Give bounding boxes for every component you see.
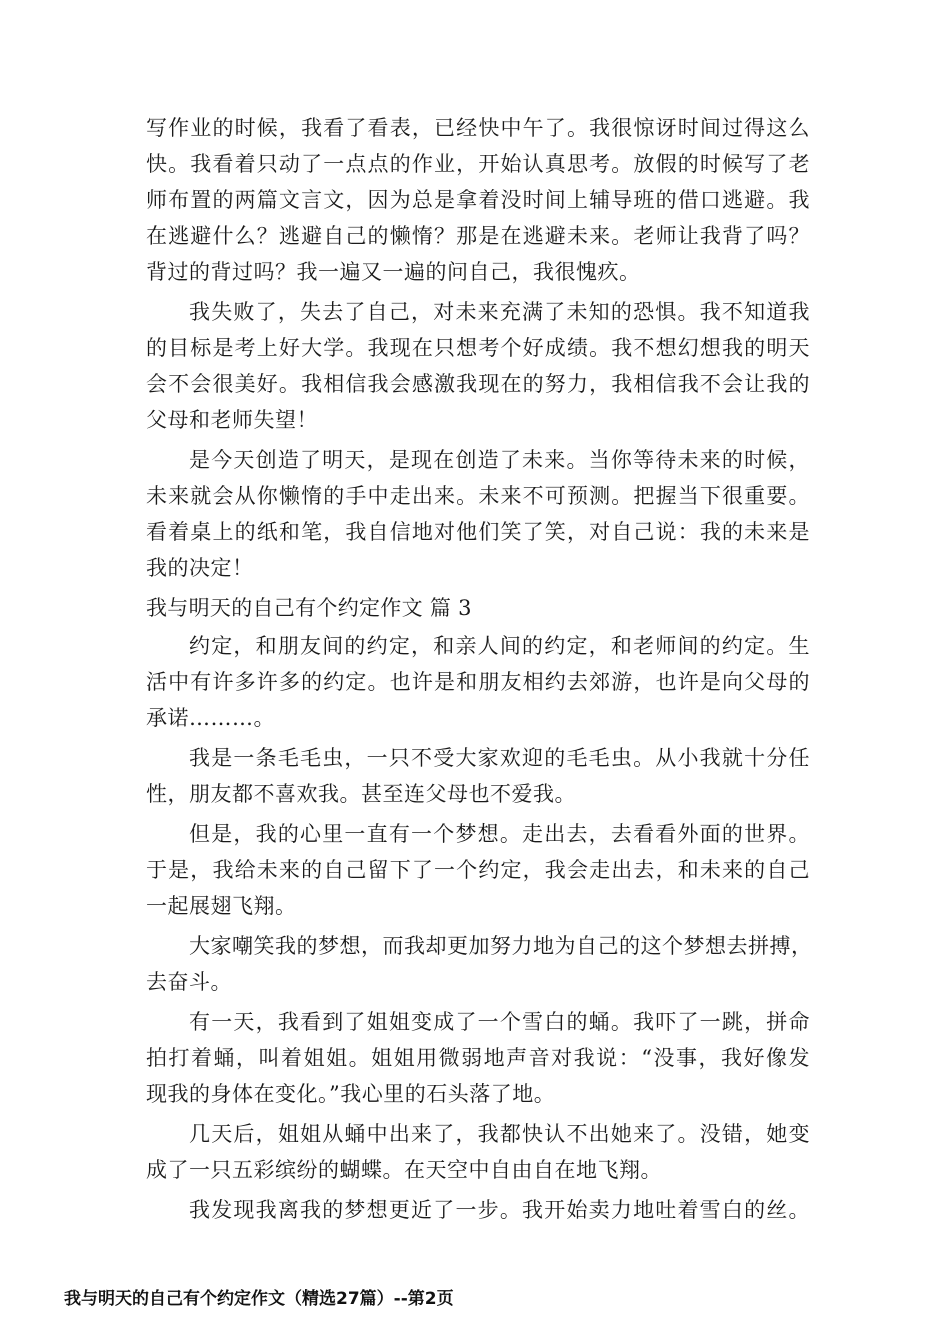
text-line: 成了一只五彩缤纷的蝴蝶。在天空中自由自在地飞翔。 [146, 1158, 662, 1182]
text-line: 但是，我的心里一直有一个梦想。走出去，去看看外面的世界。 [189, 822, 810, 846]
text-line: 背过的背过吗？我一遍又一遍的问自己，我很愧疚。 [146, 260, 641, 284]
text-line: 性，朋友都不喜欢我。甚至连父母也不爱我。 [146, 782, 576, 806]
text-line: 承诺………。 [146, 706, 275, 730]
text-line: 我的决定！ [146, 556, 254, 580]
text-line: 是今天创造了明天，是现在创造了未来。当你等待未来的时候， [189, 448, 810, 472]
text-line: 父母和老师失望！ [146, 408, 318, 432]
text-line: 几天后，姐姐从蛹中出来了，我都快认不出她来了。没错，她变 [189, 1122, 810, 1146]
text-line: 拍打着蛹，叫着姐姐。姐姐用微弱地声音对我说：“没事，我好像发 [146, 1046, 810, 1070]
text-line: 约定，和朋友间的约定，和亲人间的约定，和老师间的约定。生 [189, 634, 810, 658]
text-line: 大家嘲笑我的梦想，而我却更加努力地为自己的这个梦想去拼搏， [189, 934, 813, 958]
text-line: 师布置的两篇文言文，因为总是拿着没时间上辅导班的借口逃避。我 [146, 188, 810, 212]
text-line: 去奋斗。 [146, 970, 232, 994]
text-line: 会不会很美好。我相信我会感激我现在的努力，我相信我不会让我的 [146, 372, 810, 396]
text-line: 看着桌上的纸和笔，我自信地对他们笑了笑，对自己说：我的未来是 [146, 520, 810, 544]
text-line: 活中有许多许多的约定。也许是和朋友相约去郊游，也许是向父母的 [146, 670, 810, 694]
text-line: 在逃避什么？逃避自己的懒惰？那是在逃避未来。老师让我背了吗？ [146, 224, 810, 248]
text-line: 快。我看着只动了一点点的作业，开始认真思考。放假的时候写了老 [146, 152, 810, 176]
page-footer: 我与明天的自己有个约定作文（精选27篇）--第2页 [64, 1289, 454, 1309]
text-line: 未来就会从你懒惰的手中走出来。未来不可预测。把握当下很重要。 [146, 484, 810, 508]
text-line: 有一天，我看到了姐姐变成了一个雪白的蛹。我吓了一跳，拼命 [189, 1010, 810, 1034]
text-line: 于是，我给未来的自己留下了一个约定，我会走出去，和未来的自己 [146, 858, 810, 882]
text-line: 我发现我离我的梦想更近了一步。我开始卖力地吐着雪白的丝。 [189, 1198, 810, 1222]
text-line: 的目标是考上好大学。我现在只想考个好成绩。我不想幻想我的明天 [146, 336, 810, 360]
text-line: 我是一条毛毛虫，一只不受大家欢迎的毛毛虫。从小我就十分任 [189, 746, 810, 770]
section-heading: 我与明天的自己有个约定作文 篇 3 [146, 596, 472, 620]
text-line: 一起展翅飞翔。 [146, 894, 297, 918]
text-line: 现我的身体在变化。”我心里的石头落了地。 [146, 1082, 556, 1106]
text-line: 写作业的时候，我看了看表，已经快中午了。我很惊讶时间过得这么 [146, 116, 810, 140]
text-line: 我失败了，失去了自己，对未来充满了未知的恐惧。我不知道我 [189, 300, 810, 324]
